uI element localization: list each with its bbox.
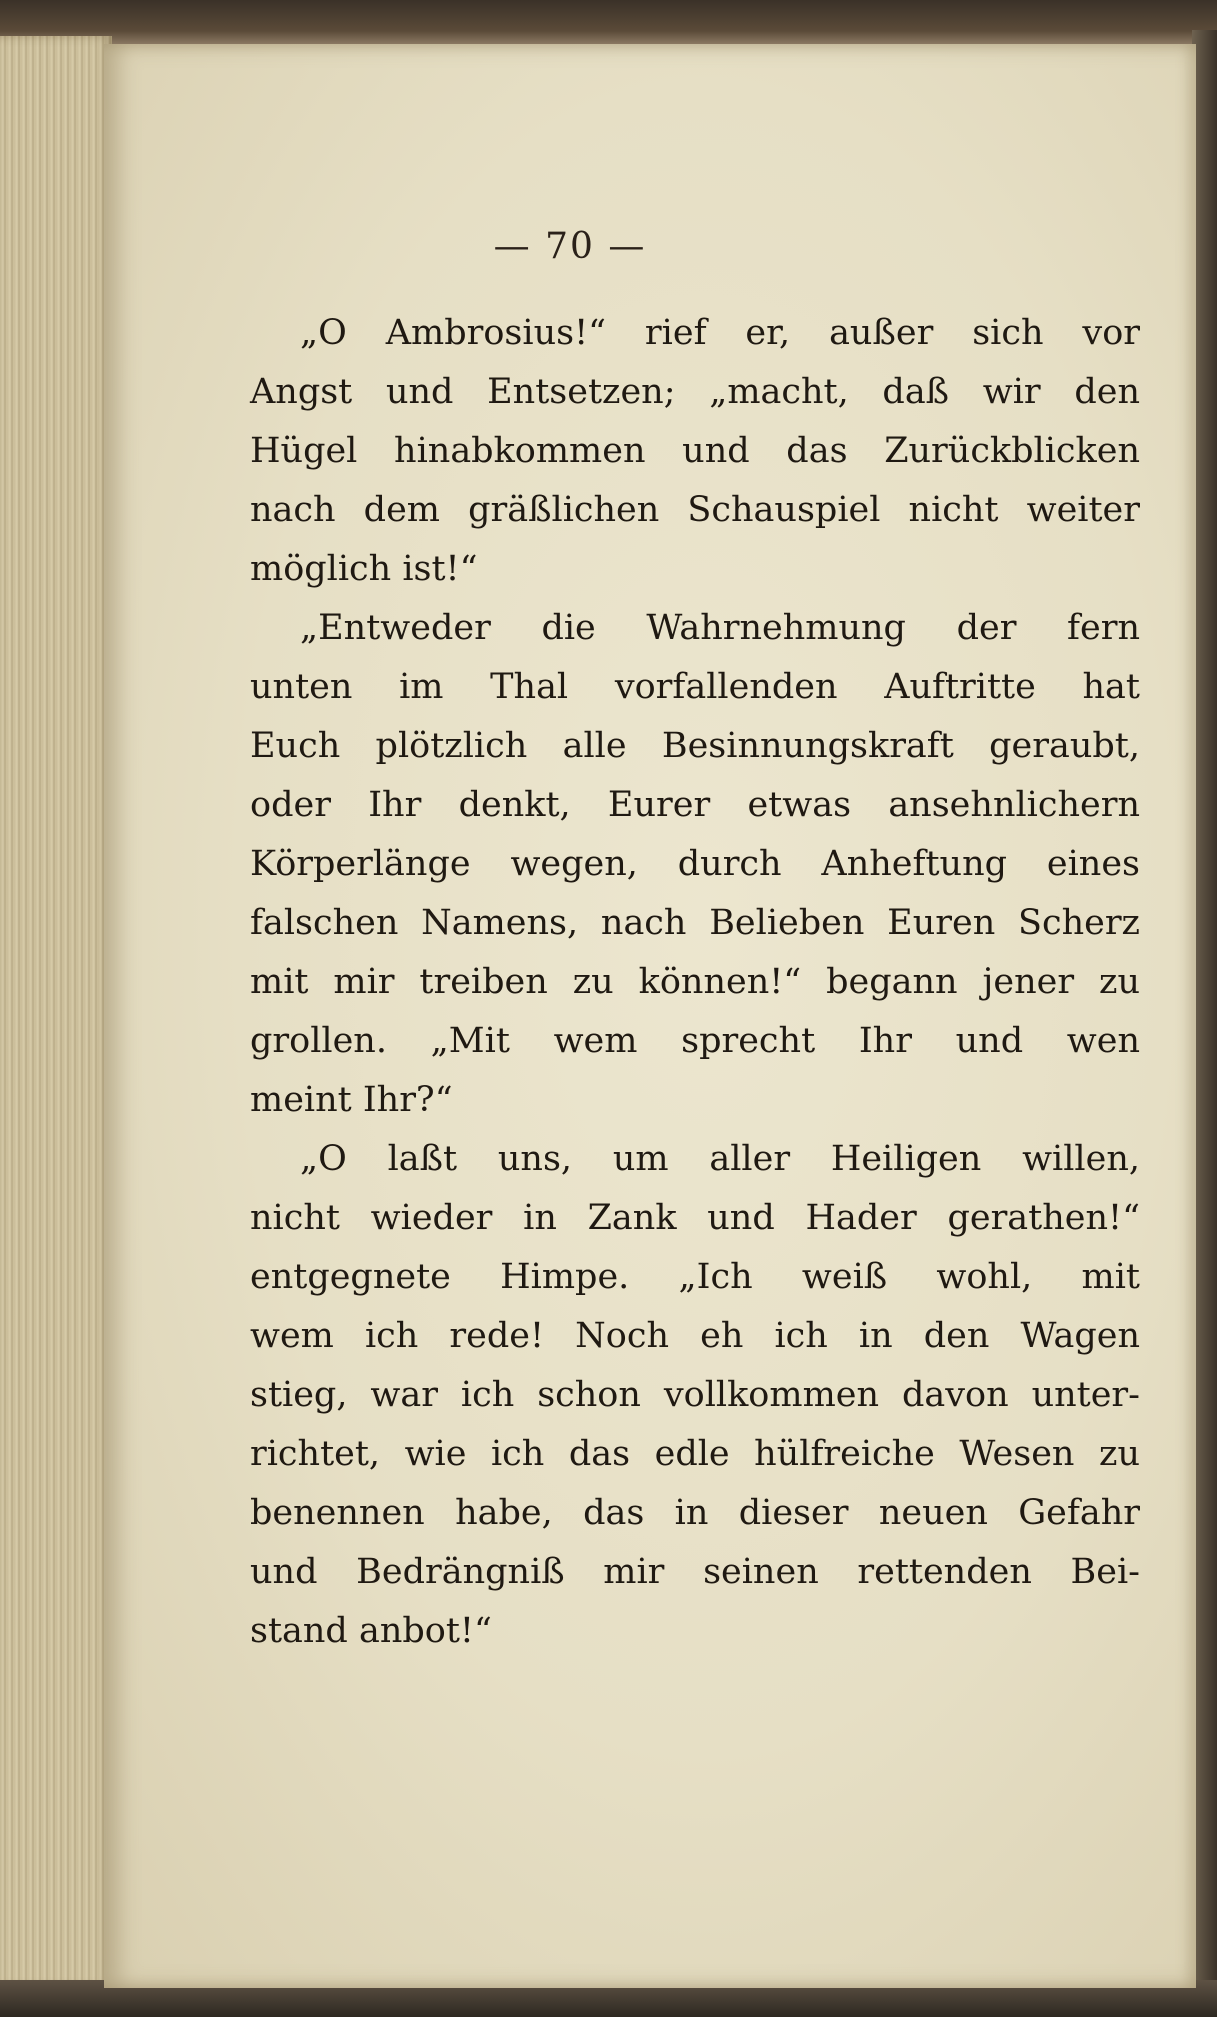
page-number: — 70 — xyxy=(493,226,647,267)
text-line: „O Ambrosius!“ rief er, außer sich vor xyxy=(300,313,1140,353)
text-line: entgegnete Himpe. „Ich weiß wohl, mit xyxy=(250,1257,1140,1297)
text-line: benennen habe, das in dieser neuen Gefahr xyxy=(250,1493,1140,1533)
text-line: „Entweder die Wahrnehmung der fern xyxy=(300,608,1140,648)
text-line: grollen. „Mit wem sprecht Ihr und wen xyxy=(250,1021,1140,1061)
text-line: wem ich rede! Noch eh ich in den Wagen xyxy=(250,1316,1140,1356)
text-line: oder Ihr denkt, Eurer etwas ansehnlichern xyxy=(250,785,1140,825)
text-line: Euch plötzlich alle Besinnungskraft geraubt, xyxy=(250,726,1140,766)
text-line: möglich ist!“ xyxy=(250,549,478,589)
text-line: mit mir treiben zu können!“ begann jener zu xyxy=(250,962,1140,1002)
text-line: nach dem gräßlichen Schauspiel nicht weiter xyxy=(250,490,1140,530)
text-line: stieg, war ich schon vollkommen davon unter- xyxy=(250,1375,1140,1415)
text-line: Körperlänge wegen, durch Anheftung eines xyxy=(250,844,1140,884)
text-line: und Bedrängniß mir seinen rettenden Bei- xyxy=(250,1552,1140,1592)
page-stack-edge xyxy=(0,36,112,1988)
text-line: „O laßt uns, um aller Heiligen willen, xyxy=(300,1139,1140,1179)
text-line: nicht wieder in Zank und Hader gerathen!“ xyxy=(250,1198,1140,1238)
text-line: Angst und Entsetzen; „macht, daß wir den xyxy=(250,372,1140,412)
text-line: stand anbot!“ xyxy=(250,1611,492,1651)
text-line: falschen Namens, nach Belieben Euren Scherz xyxy=(250,903,1140,943)
text-line: unten im Thal vorfallenden Auftritte hat xyxy=(250,667,1140,707)
text-line: richtet, wie ich das edle hülfreiche Wesen zu xyxy=(250,1434,1140,1474)
book-top-edge xyxy=(0,0,1217,44)
text-line: Hügel hinabkommen und das Zurückblicken xyxy=(250,431,1140,471)
text-line: meint Ihr?“ xyxy=(250,1080,453,1120)
